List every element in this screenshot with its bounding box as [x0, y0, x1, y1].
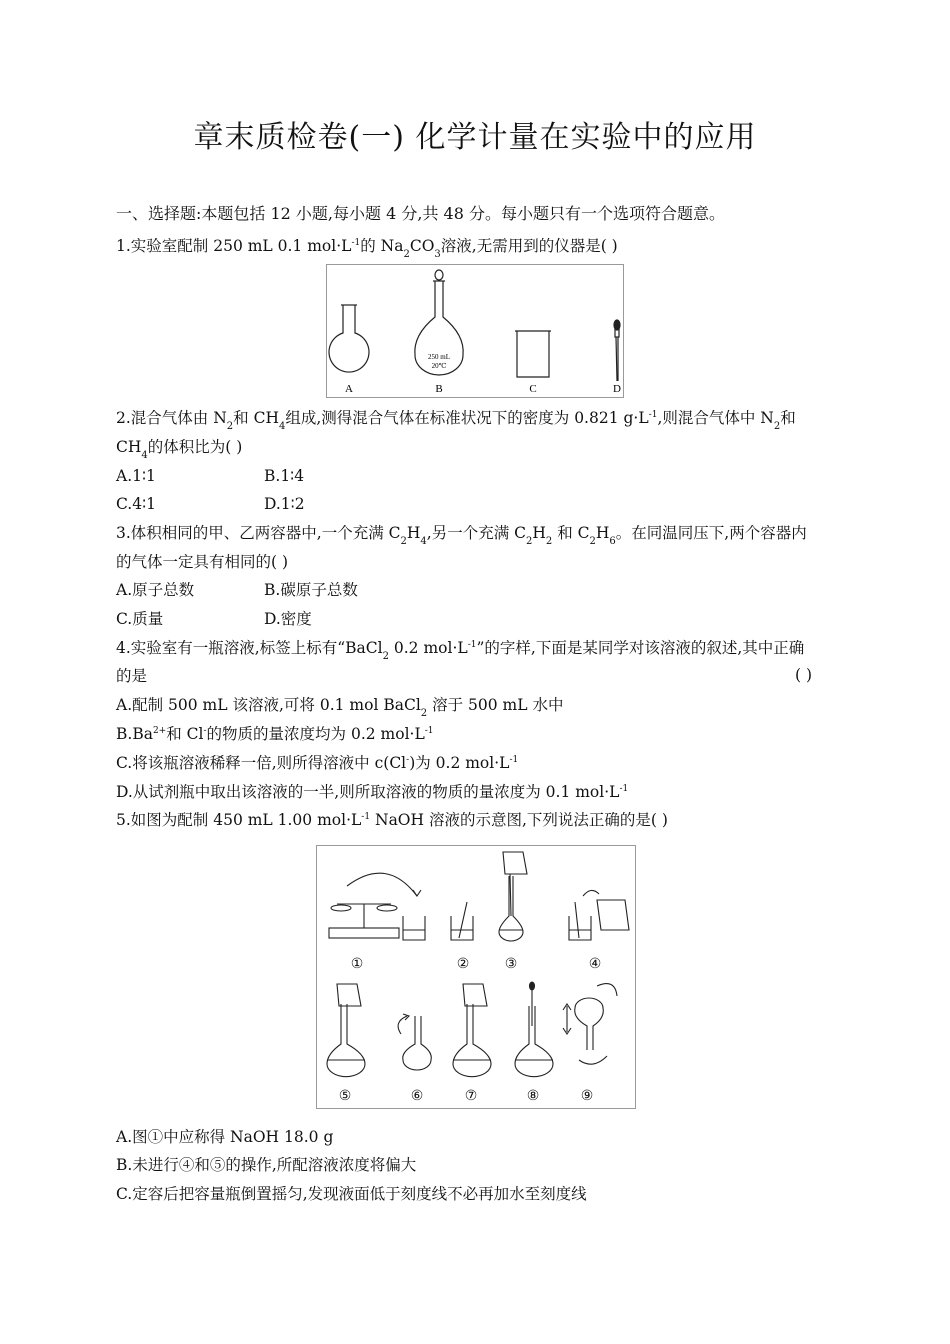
q3-option-a: A.原子总数 [116, 581, 195, 599]
q3-option-b: B.碳原子总数 [264, 581, 358, 599]
step-label-4: ④ [588, 957, 602, 972]
q2-option-d: D.1∶2 [264, 495, 305, 513]
q2-option-b: B.1∶4 [264, 467, 305, 485]
question-2-line-1: 2.混合气体由 $N_2$和 $CH_4$组成,测得混合气体在标准状况下的密度为 0.821 $g\cdot L^{-1}$,则混合气体中 $N_2$和 [116, 409, 796, 432]
q4-option-b: $B.Ba^{2+}$和 Cl-的物质的量浓度均为 0.2 $mol\cdot L^{-1}$ [116, 725, 434, 743]
flask-invert-shake-icon [563, 984, 617, 1065]
q4-option-c: C.将该瓶溶液稀释一倍,则所得溶液中 c(Cl-)为 0.2 $mol\cdot L^{-1}$ [116, 754, 519, 772]
question-4-line-1: 4.实验室有一瓶溶液,标签上标有“BaCl$_2$ 0.2 $mol\cdot L^{-1}$”的字样,下面是某同学对该溶液的叙述,其中正确 [116, 639, 805, 662]
balance-icon [329, 873, 421, 938]
question-5-line-1: 5.如图为配制 450 mL 1.00 $mol\cdot L^{-1}$ NaOH 溶液的示意图,下列说法正确的是( ) [116, 811, 668, 829]
q2-option-c: C.4∶1 [116, 495, 156, 513]
q5-option-c: C.定容后把容量瓶倒置摇匀,发现液面低于刻度线不必再加水至刻度线 [116, 1185, 587, 1203]
step-label-1: ① [350, 957, 364, 972]
beaker-step-1-icon [403, 916, 425, 940]
step-label-5: ⑤ [338, 1089, 352, 1104]
q5-option-a: A.图①中应称得 NaOH 18.0 g [116, 1128, 334, 1146]
section-heading: 一、选择题:本题包括 12 小题,每小题 4 分,共 48 分。每小题只有一个选项符合题意。 [116, 204, 725, 223]
flask-label-volume: 250 mL [428, 353, 450, 361]
beaker-stir-icon [451, 902, 473, 940]
label-b: B [435, 383, 443, 395]
label-a: A [345, 383, 353, 395]
question-2-line-2: $CH_4$的体积比为( ) [116, 438, 243, 461]
page-title: 章末质检卷(一) 化学计量在实验中的应用 [193, 120, 757, 155]
question-1: 1.实验室配制 250 mL 0.1 $mol\cdot L^{-1}$的 $Na_2CO_3$溶液,无需用到的仪器是( ) [116, 237, 618, 260]
volumetric-flask-pour-icon [499, 852, 527, 941]
question-4-line-2: 的是 [116, 667, 148, 685]
flask-transfer-icon [327, 984, 365, 1077]
flask-label-temp: 20℃ [431, 362, 447, 370]
flask-dropper-icon [515, 982, 553, 1077]
step-label-8: ⑧ [526, 1089, 540, 1104]
q2-option-a: A.1∶1 [116, 467, 156, 485]
step-label-9: ⑨ [580, 1089, 594, 1104]
q4-option-d: D.从试剂瓶中取出该溶液的一半,则所取溶液的物质的量浓度为 0.1 $mol\cdot L^{-1}$ [116, 783, 629, 801]
beaker-rinse-icon [569, 890, 629, 940]
beaker-icon [515, 331, 551, 377]
q5-option-b: B.未进行④和⑤的操作,所配溶液浓度将偏大 [116, 1156, 417, 1174]
dropper-icon [614, 320, 620, 381]
q1-apparatus-figure [326, 264, 624, 398]
step-label-6: ⑥ [410, 1089, 424, 1104]
step-label-7: ⑦ [464, 1089, 478, 1104]
flask-swirl-icon [398, 1014, 431, 1070]
flask-fill-icon [453, 984, 491, 1077]
q3-option-d: D.密度 [264, 610, 312, 628]
label-d: D [613, 383, 621, 395]
label-c: C [529, 383, 537, 395]
round-bottom-flask-icon [329, 305, 369, 372]
step-label-3: ③ [504, 957, 518, 972]
q4-option-a: A.配制 500 mL 该溶液,可将 0.1 mol BaCl$_2$ 溶于 500 mL 水中 [116, 696, 564, 719]
q4-answer-parens: ( ) [795, 666, 813, 684]
question-3-line-1: 3.体积相同的甲、乙两容器中,一个充满 $C_2H_4$,另一个充满 $C_2H_2$ 和 $C_2H_6$。在同温同压下,两个容器内 [116, 524, 807, 547]
q5-procedure-figure [316, 845, 636, 1109]
question-3-line-2: 的气体一定具有相同的( ) [116, 553, 289, 571]
step-label-2: ② [456, 957, 470, 972]
q3-option-c: C.质量 [116, 610, 164, 628]
